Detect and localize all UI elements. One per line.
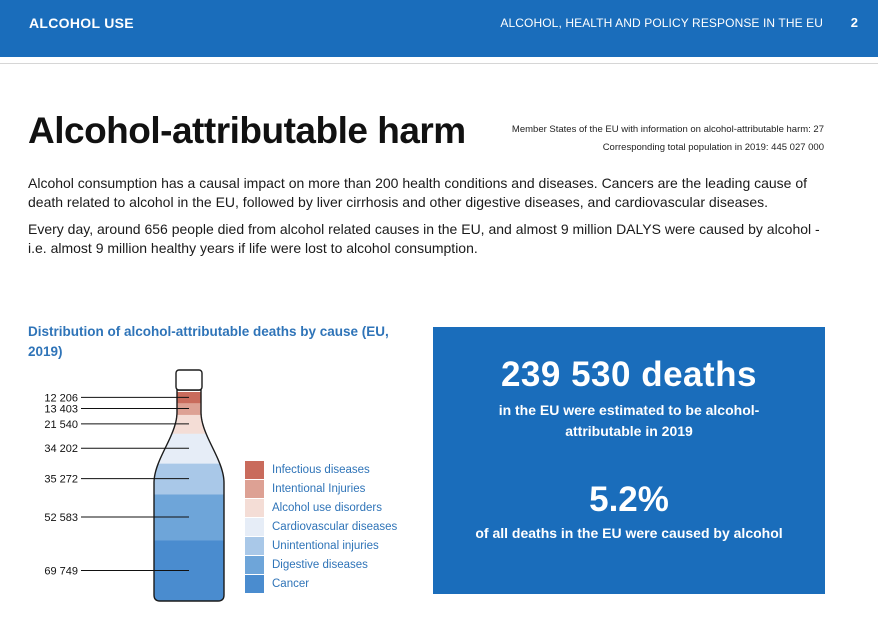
- chart-title: Distribution of alcohol-attributable deaths by cause (EU, 2019): [28, 324, 389, 359]
- legend-label: Alcohol use disorders: [272, 501, 382, 514]
- legend-label: Cardiovascular diseases: [272, 520, 398, 533]
- legend-item: [245, 479, 397, 498]
- legend-label: Infectious diseases: [272, 463, 370, 476]
- value-label: 69 749: [44, 565, 78, 578]
- section-label: ALCOHOL USE: [29, 15, 134, 31]
- legend-swatch: [245, 575, 264, 593]
- intro-text: [28, 174, 828, 266]
- legend-swatch: [245, 461, 264, 479]
- divider: [0, 63, 878, 64]
- legend-item: [245, 555, 397, 574]
- legend-item: [245, 574, 397, 593]
- legend-label: Digestive diseases: [272, 558, 368, 571]
- value-label: 35 272: [44, 473, 78, 486]
- percent-figure: 5.2%: [589, 480, 669, 519]
- coverage-line-1: Member States of the EU with information on alcohol-attributable harm: 27: [511, 124, 824, 135]
- legend-item: [245, 460, 397, 479]
- legend-item: [245, 517, 397, 536]
- legend-label: Cancer: [272, 577, 310, 590]
- legend-swatch: [245, 537, 264, 555]
- legend-label: Intentional Injuries: [272, 482, 366, 495]
- deaths-figure: 239 530 deaths: [500, 355, 758, 394]
- deaths-caption: in the EU were estimated to be alcohol-attributable in 2019: [498, 402, 760, 439]
- value-label: 13 403: [44, 403, 78, 416]
- page-title: Alcohol-attributable harm: [28, 110, 466, 151]
- legend-item: [245, 536, 397, 555]
- coverage-line-2: Corresponding total population in 2019: 445 027 000: [602, 142, 824, 153]
- chart-legend: [245, 460, 397, 593]
- page-number: 2: [850, 15, 858, 30]
- value-label: 12 206: [44, 392, 78, 405]
- legend-swatch: [245, 480, 264, 498]
- legend-swatch: [245, 518, 264, 536]
- legend-label: Unintentional injuries: [272, 539, 379, 552]
- key-figures-panel: [433, 327, 825, 594]
- intro-paragraph-1: Alcohol consumption has a causal impact on more than 200 health conditions and diseases. Cancers are the leading cause of death related to alcohol in the EU, followed by liver cirrhosis and other digestive diseases, and cardiovascular diseases.: [28, 175, 808, 210]
- bottle-cap: [176, 370, 202, 390]
- legend-item: [245, 498, 397, 517]
- legend-swatch: [245, 556, 264, 574]
- intro-paragraph-2: Every day, around 656 people died from alcohol related causes in the EU, and almost 9 million DALYS were caused by alcohol - i.e. almost 9 million healthy years if life were lost to alcohol consumption.: [28, 221, 820, 256]
- percent-caption: of all deaths in the EU were caused by alcohol: [475, 525, 783, 541]
- document-title: ALCOHOL, HEALTH AND POLICY RESPONSE IN THE EU: [500, 16, 823, 30]
- value-label: 21 540: [44, 418, 78, 431]
- legend-swatch: [245, 499, 264, 517]
- value-label: 52 583: [44, 511, 78, 524]
- coverage-note: [512, 121, 824, 157]
- header-bar: [0, 0, 878, 57]
- value-label: 34 202: [44, 443, 78, 456]
